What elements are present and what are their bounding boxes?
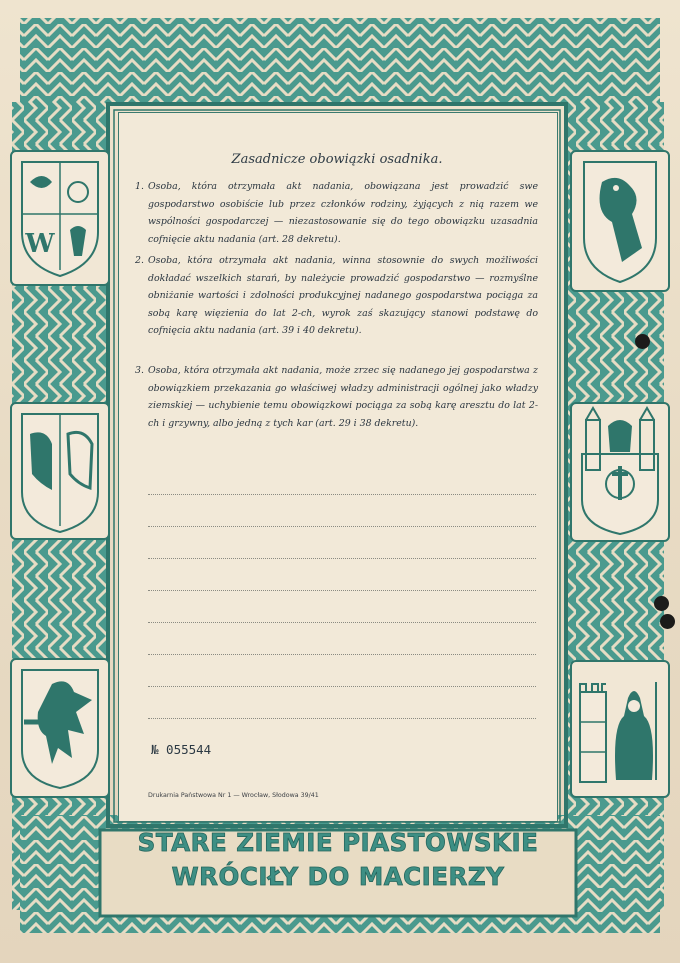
tower-bishop-icon — [572, 662, 668, 796]
herb-panel-mid-right — [570, 402, 670, 542]
printer-imprint: Drukarnia Państwowa Nr 1 — Wrocław, Słodowa 39/41 — [148, 792, 319, 799]
dotted-line — [148, 558, 536, 559]
duty-item-2 — [135, 252, 538, 340]
svg-text:W: W — [25, 229, 55, 259]
serial-number: № 055544 — [151, 742, 212, 757]
dotted-line — [148, 526, 536, 527]
herb-panel-top-left — [10, 150, 110, 286]
herb-panel-bottom-left — [10, 658, 110, 798]
black-eagle-icon — [12, 660, 108, 796]
duty-item-1 — [135, 178, 538, 248]
banner-line-2: WRÓCIŁY DO MACIERZY — [171, 862, 505, 891]
herb-panel-mid-left — [10, 402, 110, 540]
herb-panel-top-right — [570, 150, 670, 292]
city-arms-icon — [572, 404, 668, 540]
duty-text: Osoba, która otrzymała akt nadania, może zrzec się nadanego jej gospodarstwa z obowiązkiem przekazania go właściwej władzy administracji ogólnej jako władzy ziemskiej — uchybienie temu obowiązkowi pociąga za sobą karę aresztu do lat 2-ch i grzywny, albo jedną z tych kar (art. 29 i 38 dekretu). — [148, 365, 538, 429]
banner-line-1: STARE ZIEMIE PIASTOWSKIE — [137, 828, 539, 857]
document-heading: Zasadnicze obowiązki osadnika. — [231, 152, 443, 167]
eagle-icon — [12, 404, 108, 538]
dotted-line — [148, 686, 536, 687]
herb-wroclaw-icon — [12, 152, 108, 284]
punch-hole — [654, 596, 669, 611]
slogan-banner — [100, 826, 576, 894]
dotted-line — [148, 654, 536, 655]
dotted-line — [148, 622, 536, 623]
punch-hole — [635, 334, 650, 349]
duty-number: 2. — [135, 255, 144, 266]
herb-panel-bottom-right — [570, 660, 670, 798]
duty-number: 3. — [135, 365, 144, 376]
dotted-line — [148, 590, 536, 591]
eagle-head-icon — [572, 152, 668, 290]
dotted-line — [148, 494, 536, 495]
duty-number: 1. — [135, 181, 144, 192]
punch-hole — [660, 614, 675, 629]
duty-text: Osoba, która otrzymała akt nadania, obowiązana jest prowadzić swe gospodarstwo osobiście lub przez członków rodziny, żyjących z nią razem we wspólności gospodarczej — niezastosowanie się do tego obowiązku uzasadnia cofnięcie aktu nadania (art. 28 dekretu). — [148, 181, 538, 245]
duty-item-3 — [135, 362, 538, 432]
dotted-line — [148, 718, 536, 719]
duty-text: Osoba, która otrzymała akt nadania, winna stosownie do swych możliwości dokładać wszelkich starań, by należycie prowadzić gospodarstwo — rozmyślne obniżanie wartości i zdolności produkcyjnej nadanego gospodarstwa pociąga za sobą karę więzienia do lat 2-ch, wyrok zaś skazujący stanowi podstawę do cofnięcia aktu nadania (art. 39 i 40 dekretu). — [148, 255, 538, 337]
